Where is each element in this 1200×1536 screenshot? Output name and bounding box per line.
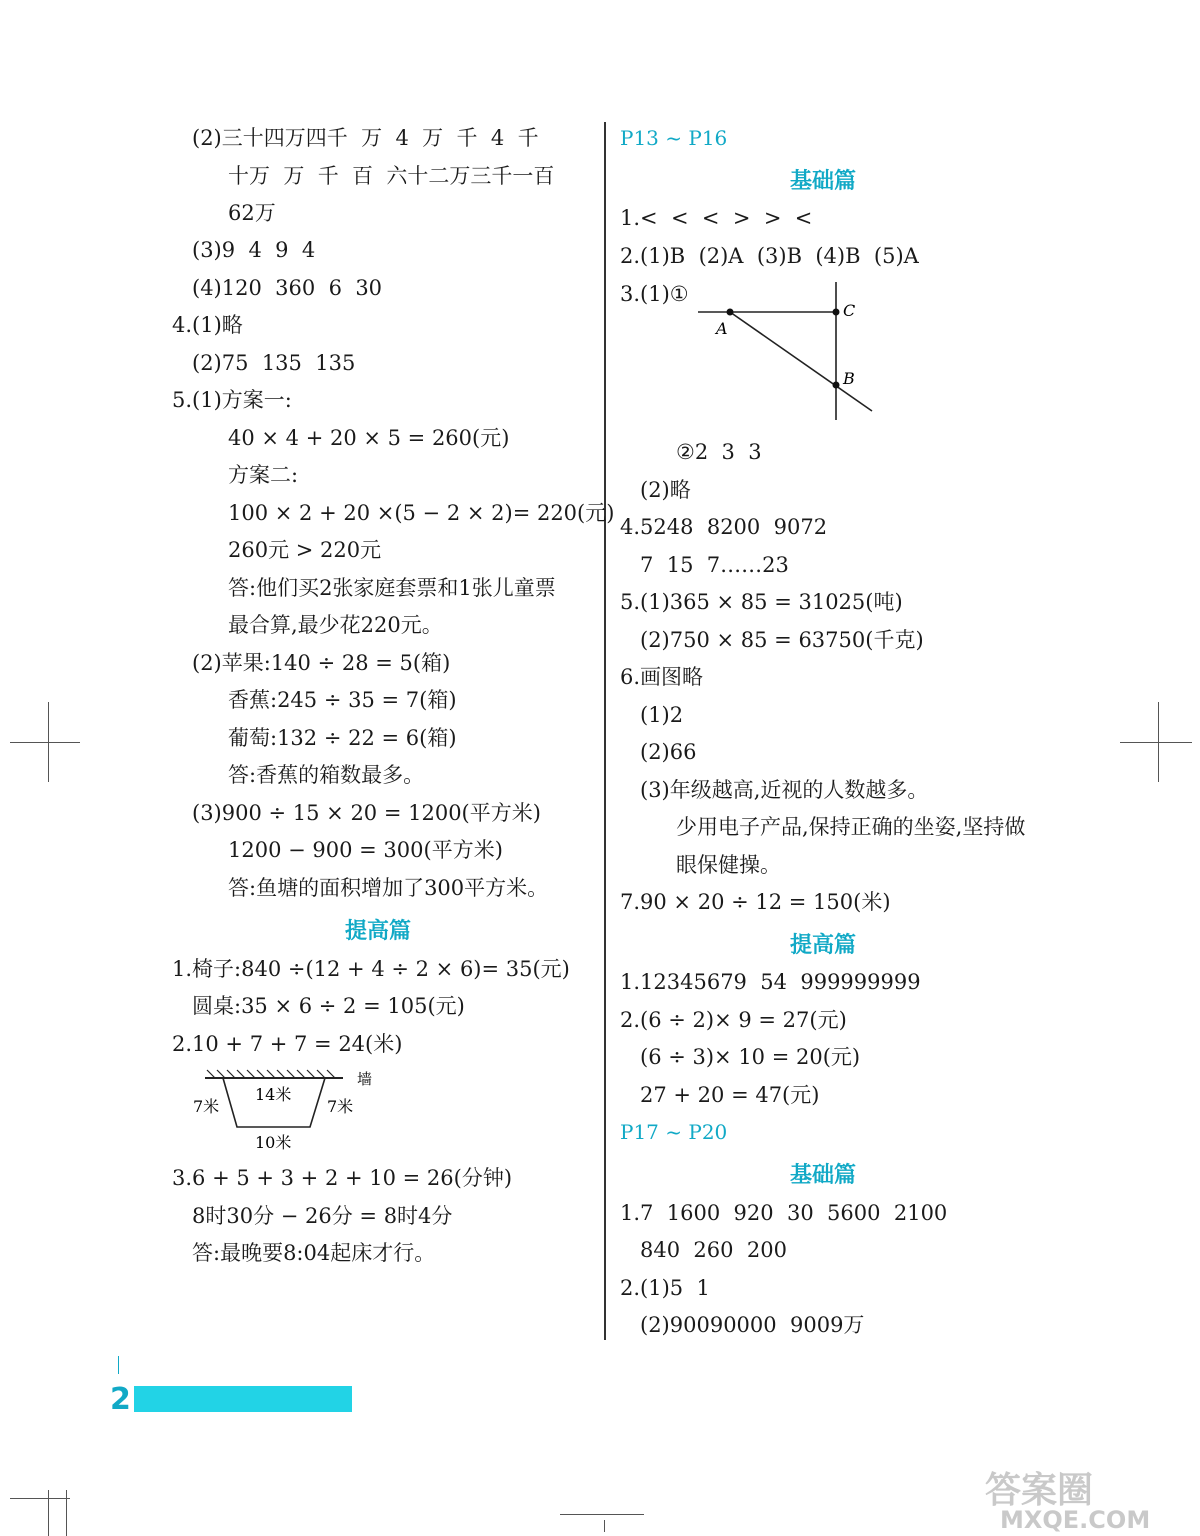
answer-line: 4.5248 8200 9072 [620,515,828,539]
answer-line: 2.10 + 7 + 7 = 24(米) [172,1032,403,1056]
answer-line: 1200 − 900 = 300(平方米) [228,838,503,862]
answer-line: 2.(1)B (2)A (3)B (4)B (5)A [620,244,919,268]
answer-line: 840 260 200 [640,1238,787,1262]
answer-line: 最合算,最少花220元。 [228,613,443,637]
section-title-basic: 基础篇 [790,169,857,194]
answer-line: (2)三十四万四千 万 4 万 千 4 千 [192,126,539,150]
point-a-label: A [716,319,728,338]
watermark-logo: 答案圈 [985,1470,1094,1511]
page-number-tick [118,1356,119,1374]
answer-line: 葡萄:132 ÷ 22 = 6(箱) [228,726,457,750]
right-label: 7米 [327,1097,354,1116]
answer-line: (3)年级越高,近视的人数越多。 [640,778,929,802]
answer-line: 圆桌:35 × 6 ÷ 2 = 105(元) [192,994,465,1018]
top-label: 14米 [255,1085,292,1104]
answer-line: (2)90090000 9009万 [640,1313,865,1337]
answer-line: 3.(1)① [620,282,689,306]
left-label: 7米 [193,1097,220,1116]
crop-mark [10,1498,70,1499]
answer-line: 62万 [228,201,276,225]
crop-mark [560,1514,644,1515]
column-divider [604,122,606,1340]
answer-line: 1.12345679 54 999999999 [620,970,921,994]
answer-line: 眼保健操。 [676,853,781,877]
answer-line: 100 × 2 + 20 ×(5 − 2 × 2)= 220(元) [228,501,615,525]
watermark-url: MXQE.COM [1000,1506,1151,1534]
answer-line: 答:他们买2张家庭套票和1张儿童票 [228,576,556,600]
answer-line: 40 × 4 + 20 × 5 = 260(元) [228,426,510,450]
answer-line: (2)750 × 85 = 63750(千克) [640,628,924,652]
page-range: P17 ~ P20 [620,1120,728,1144]
answer-line: 1.< < < > > < [620,206,813,230]
answer-line: (2)75 135 135 [192,351,356,375]
crop-mark [48,702,49,782]
page-number-bar [134,1386,352,1412]
wall-label: 墙 [357,1070,373,1088]
answer-line: (2)苹果:140 ÷ 28 = 5(箱) [192,651,451,675]
crop-mark [48,1490,49,1536]
answer-line: 1.椅子:840 ÷(12 + 4 ÷ 2 × 6)= 35(元) [172,957,570,981]
answer-line: 8时30分 − 26分 = 8时4分 [192,1204,453,1228]
answer-line: 方案二: [228,463,299,487]
section-title-advanced: 提高篇 [790,933,857,958]
crop-mark [604,1520,605,1532]
section-title-basic: 基础篇 [790,1163,857,1188]
answer-line: (6 ÷ 3)× 10 = 20(元) [640,1045,861,1069]
answer-line: 香蕉:245 ÷ 35 = 7(箱) [228,688,457,712]
answer-line: 2.(6 ÷ 2)× 9 = 27(元) [620,1008,847,1032]
page-range: P13 ~ P16 [620,126,728,150]
trapezoid-diagram [185,1062,385,1160]
answer-line: (2)略 [640,478,691,502]
answer-line: 5.(1)方案一: [172,388,292,412]
crop-mark [10,742,80,743]
answer-line: 答:香蕉的箱数最多。 [228,763,425,787]
answer-line: 少用电子产品,保持正确的坐姿,坚持做 [676,815,1026,839]
answer-line: 2.(1)5 1 [620,1276,710,1300]
crop-mark [1158,702,1159,782]
bottom-label: 10米 [255,1133,292,1152]
crop-mark [66,1490,67,1536]
answer-line: ②2 3 3 [676,440,762,464]
point-c-label: C [843,301,856,320]
answer-line: 6.画图略 [620,665,704,689]
answer-line: 1.7 1600 920 30 5600 2100 [620,1201,948,1225]
answer-line: (4)120 360 6 30 [192,276,383,300]
answer-line: (2)66 [640,740,697,764]
point-b-label: B [843,369,855,388]
answer-line: 27 + 20 = 47(元) [640,1083,820,1107]
answer-line: 十万 万 千 百 六十二万三千一百 [228,164,555,188]
answer-line: 答:鱼塘的面积增加了300平方米。 [228,876,549,900]
answer-line: 5.(1)365 × 85 = 31025(吨) [620,590,903,614]
page-number: 2 [110,1382,131,1417]
answer-line: 260元 > 220元 [228,538,382,562]
answer-line: (3)9 4 9 4 [192,238,316,262]
answer-line: 3.6 + 5 + 3 + 2 + 10 = 26(分钟) [172,1166,513,1190]
answer-line: 7.90 × 20 ÷ 12 = 150(米) [620,890,891,914]
answer-line: 7 15 7……23 [640,553,789,577]
crop-mark [1120,742,1192,743]
answer-line: (1)2 [640,703,684,727]
answer-line: 4.(1)略 [172,313,243,337]
answer-line: (3)900 ÷ 15 × 20 = 1200(平方米) [192,801,541,825]
section-title-advanced: 提高篇 [345,919,412,944]
answer-line: 答:最晚要8:04起床才行。 [192,1241,436,1265]
geometry-figure [690,280,880,425]
